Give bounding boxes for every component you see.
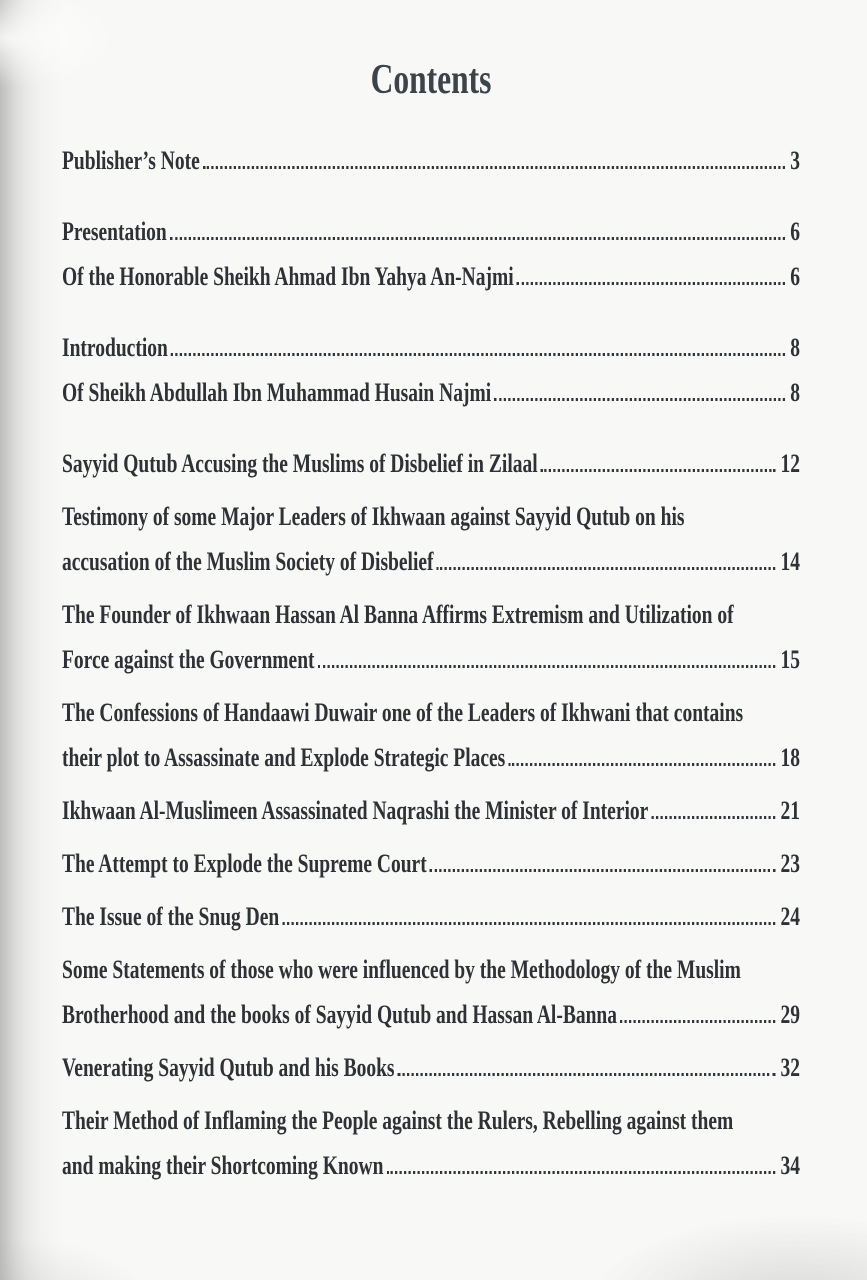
toc-line: [62, 735, 800, 780]
toc-line: [62, 1045, 800, 1090]
toc-line: [62, 254, 800, 299]
toc-page-number: 3: [790, 146, 800, 175]
toc-line: [62, 788, 800, 833]
toc-page-number: 18: [780, 743, 800, 772]
toc-line: [62, 494, 800, 539]
toc-line: [62, 325, 800, 370]
dot-leader: [203, 166, 785, 169]
dot-leader: [282, 922, 775, 925]
toc-entry: [62, 788, 802, 833]
toc-entry: [62, 1098, 802, 1188]
toc-entry: [62, 592, 802, 682]
dot-leader: [651, 816, 775, 819]
toc-line: [62, 138, 800, 183]
toc-entry-title: Of the Honorable Sheikh Ahmad Ibn Yahya An-Najmi: [62, 262, 514, 291]
dot-leader: [620, 1020, 775, 1023]
toc-line: [62, 539, 800, 584]
toc-entry: [62, 894, 802, 939]
toc-entry-title: Venerating Sayyid Qutub and his Books: [62, 1053, 395, 1082]
toc-entry: [62, 325, 802, 415]
dot-leader: [541, 469, 776, 472]
toc-page-number: 21: [780, 796, 800, 825]
toc-entry: [62, 138, 802, 183]
toc-entry-title: Testimony of some Major Leaders of Ikhwaan against Sayyid Qutub on his: [62, 502, 685, 531]
toc-page-number: 23: [780, 849, 800, 878]
toc-page-number: 15: [780, 645, 800, 674]
toc-entry-title: Publisher’s Note: [62, 146, 200, 175]
toc-entry-title: Brotherhood and the books of Sayyid Qutub and Hassan Al-Banna: [62, 1000, 618, 1029]
dot-leader: [430, 869, 776, 872]
toc-line: [62, 592, 800, 637]
toc-entry-title: and making their Shortcoming Known: [62, 1151, 384, 1180]
toc-entry-title: The Founder of Ikhwaan Hassan Al Banna Affirms Extremism and Utilization of: [62, 600, 734, 629]
toc-entry-title: accusation of the Muslim Society of Disbelief: [62, 547, 434, 576]
toc-page-number: 8: [790, 333, 800, 362]
toc-entry: [62, 841, 802, 886]
toc-page-number: 8: [790, 378, 800, 407]
dot-leader: [398, 1073, 776, 1076]
toc-entry-title: Some Statements of those who were influenced by the Methodology of the Muslim: [62, 955, 741, 984]
toc-entry-title: Introduction: [62, 333, 168, 362]
toc-entry-title: The Attempt to Explode the Supreme Court: [62, 849, 427, 878]
toc-line: [62, 947, 800, 992]
toc-page-number: 6: [790, 262, 800, 291]
toc-entry-title: Presentation: [62, 217, 167, 246]
toc-line: [62, 637, 800, 682]
dot-leader: [171, 353, 785, 356]
dot-leader: [386, 1171, 775, 1174]
toc-page-number: 29: [780, 1000, 800, 1029]
toc-line: [62, 841, 800, 886]
toc-entry-title: Their Method of Inflaming the People against the Rulers, Rebelling against them: [62, 1106, 734, 1135]
dot-leader: [170, 237, 785, 240]
toc-entry: [62, 209, 802, 299]
toc-page-number: 12: [780, 449, 800, 478]
toc-line: [62, 370, 800, 415]
toc-entry: [62, 1045, 802, 1090]
toc-page-number: 32: [780, 1053, 800, 1082]
toc-entry-title: The Issue of the Snug Den: [62, 902, 280, 931]
toc-line: [62, 992, 800, 1037]
toc-entry-title: their plot to Assassinate and Explode Strategic Places: [62, 743, 506, 772]
toc-page-number: 6: [790, 217, 800, 246]
toc-line: [62, 690, 800, 735]
dot-leader: [437, 567, 776, 570]
toc-page-number: 14: [780, 547, 800, 576]
dot-leader: [517, 282, 785, 285]
toc-entry: [62, 441, 802, 486]
toc-page-number: 34: [780, 1151, 800, 1180]
toc-line: [62, 209, 800, 254]
toc-line: [62, 1098, 800, 1143]
toc-line: [62, 894, 800, 939]
toc-entry: [62, 947, 802, 1037]
toc-entry-title: Force against the Government: [62, 645, 315, 674]
page-title: Contents: [370, 57, 492, 103]
toc-entry: [62, 690, 802, 780]
toc-entry: [62, 494, 802, 584]
toc-entry-title: The Confessions of Handaawi Duwair one of the Leaders of Ikhwani that contains: [62, 698, 744, 727]
toc-entry-title: Of Sheikh Abdullah Ibn Muhammad Husain Najmi: [62, 378, 492, 407]
book-page: [62, 56, 802, 1188]
toc-line: [62, 441, 800, 486]
toc-entry-title: Ikhwaan Al-Muslimeen Assassinated Naqrashi the Minister of Interior: [62, 796, 649, 825]
toc-entry-title: Sayyid Qutub Accusing the Muslims of Disbelief in Zilaal: [62, 449, 538, 478]
toc-line: [62, 1143, 800, 1188]
dot-leader: [494, 398, 785, 401]
toc-page-number: 24: [780, 902, 800, 931]
dot-leader: [318, 665, 776, 668]
table-of-contents: [62, 138, 802, 1188]
dot-leader: [508, 763, 775, 766]
